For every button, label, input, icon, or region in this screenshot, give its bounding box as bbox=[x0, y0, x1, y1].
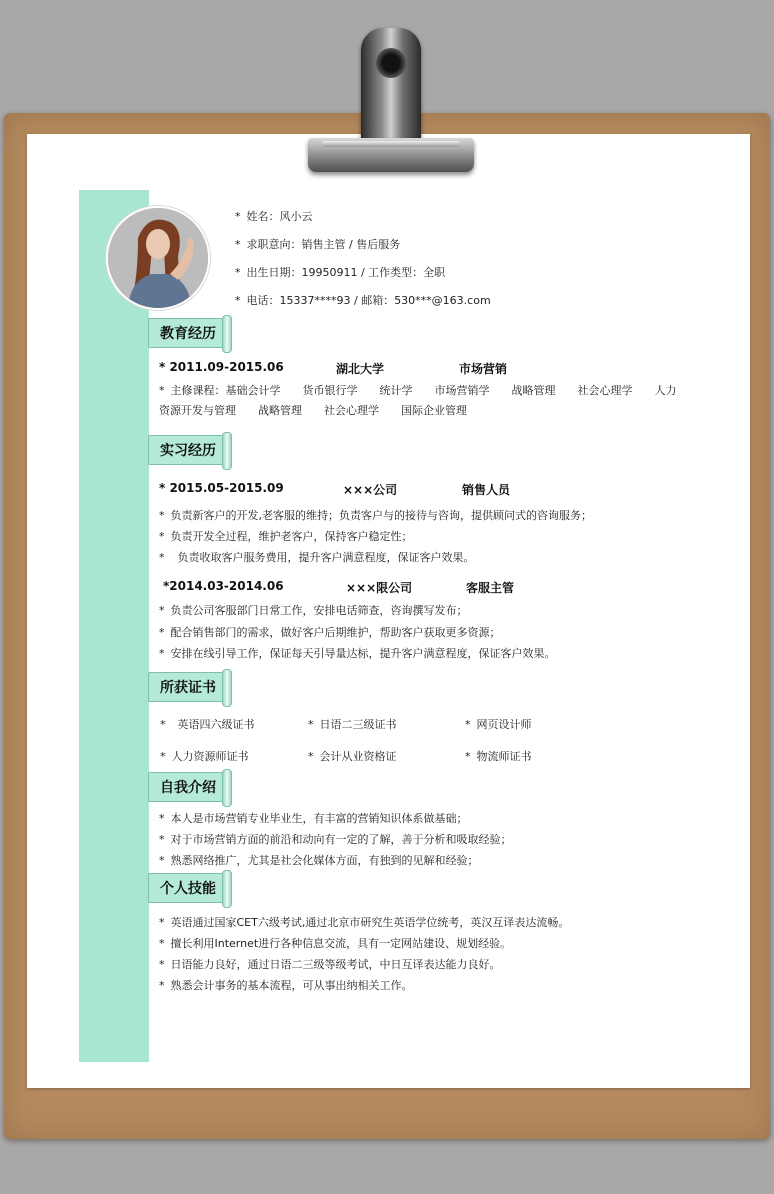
section-education-title: 教育经历 bbox=[148, 318, 227, 348]
self-intro-line: * 本人是市场营销专业毕业生，有丰富的营销知识体系做基础； bbox=[159, 812, 468, 825]
self-intro-line: * 熟悉网络推广，尤其是社会化媒体方面，有独到的见解和经验； bbox=[159, 854, 479, 867]
education-courses-1: * 主修课程：基础会计学 货币银行学 统计学 市场营销学 战略管理 社会心理学 人力 bbox=[159, 384, 677, 397]
profile-photo-illustration bbox=[108, 208, 208, 308]
education-major: 市场营销 bbox=[459, 362, 508, 376]
profile-intent: * 求职意向：销售主管 / 售后服务 bbox=[235, 238, 401, 251]
job2-period: *2014.03-2014.06 bbox=[163, 579, 284, 593]
skill-line: * 日语能力良好，通过日语二三级等级考试，中日互译表达能力良好。 bbox=[159, 958, 501, 971]
clip-lever bbox=[361, 28, 421, 146]
job2-duty-1: * 负责公司客服部门日常工作，安排电话筛查，咨询撰写发布； bbox=[159, 604, 468, 617]
skill-line: * 英语通过国家CET六级考试,通过北京市研究生英语学位统考，英汉互译表达流畅。 bbox=[159, 916, 570, 929]
job1-role: 销售人员 bbox=[462, 483, 511, 497]
section-self-intro-title: 自我介绍 bbox=[148, 772, 227, 802]
job1-duty-1: * 负责新客户的开发,老客服的维持；负责客户与的接待与咨询，提供顾问式的咨询服务； bbox=[159, 509, 592, 522]
job2-company: ×××限公司 bbox=[346, 581, 413, 595]
certificate-item: * 日语二三级证书 bbox=[308, 718, 397, 731]
clip-ridge bbox=[322, 141, 460, 147]
education-school: 湖北大学 bbox=[336, 362, 385, 376]
job2-duty-2: * 配合销售部门的需求，做好客户后期维护，帮助客户获取更多资源； bbox=[159, 626, 501, 639]
skill-line: * 熟悉会计事务的基本流程，可从事出纳相关工作。 bbox=[159, 979, 413, 992]
job2-role: 客服主管 bbox=[466, 581, 515, 595]
certificate-item: * 物流师证书 bbox=[465, 750, 532, 763]
job1-duty-3: * 负责收取客户服务费用，提升客户满意程度，保证客户效果。 bbox=[159, 551, 475, 564]
job1-company: ×××公司 bbox=[343, 483, 398, 497]
clip-hole bbox=[376, 48, 406, 78]
profile-name: * 姓名：风小云 bbox=[235, 210, 313, 223]
section-internship-title: 实习经历 bbox=[148, 435, 227, 465]
accent-stripe bbox=[79, 190, 149, 1062]
profile-contact: * 电话：15337****93 / 邮箱：530***@163.com bbox=[235, 294, 491, 307]
job1-period: * 2015.05-2015.09 bbox=[159, 481, 284, 495]
job1-duty-2: * 负责开发全过程，维护老客户，保持客户稳定性； bbox=[159, 530, 413, 543]
section-certificates-title: 所获证书 bbox=[148, 672, 227, 702]
profile-photo bbox=[106, 206, 210, 310]
certificate-item: * 会计从业资格证 bbox=[308, 750, 397, 763]
job2-duty-3: * 安排在线引导工作，保证每天引导量达标，提升客户满意程度，保证客户效果。 bbox=[159, 647, 556, 660]
section-skills-title: 个人技能 bbox=[148, 873, 227, 903]
certificate-item: * 人力资源师证书 bbox=[160, 750, 249, 763]
education-period: * 2011.09-2015.06 bbox=[159, 360, 284, 374]
skill-line: * 擅长利用Internet进行各种信息交流，具有一定网站建设、规划经验。 bbox=[159, 937, 512, 950]
profile-birth: * 出生日期：19950911 / 工作类型：全职 bbox=[235, 266, 446, 279]
certificate-item: * 英语四六级证书 bbox=[160, 718, 255, 731]
education-courses-2: 资源开发与管理 战略管理 社会心理学 国际企业管理 bbox=[159, 404, 467, 417]
certificate-item: * 网页设计师 bbox=[465, 718, 532, 731]
self-intro-line: * 对于市场营销方面的前沿和动向有一定的了解，善于分析和吸取经验； bbox=[159, 833, 512, 846]
